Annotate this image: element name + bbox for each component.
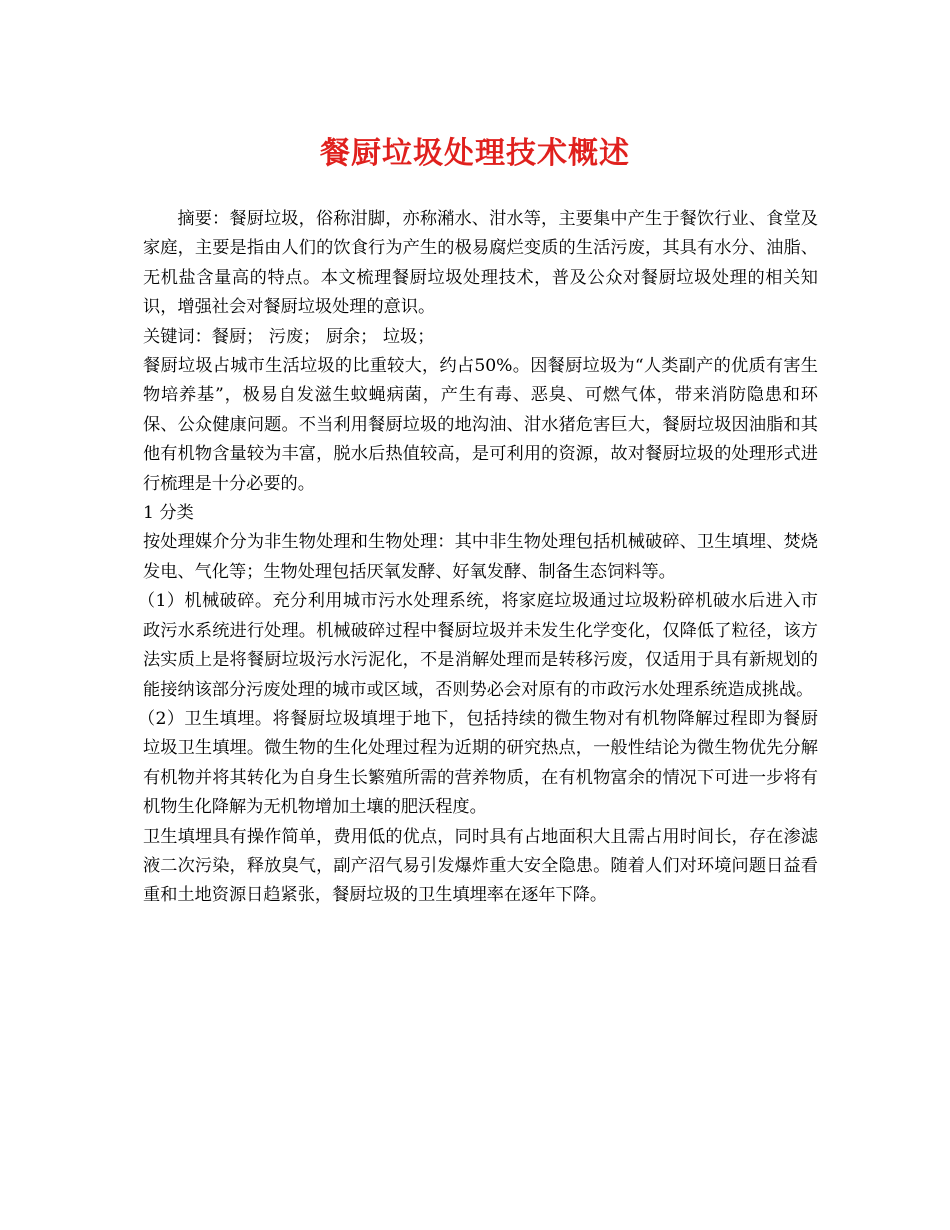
classification-paragraph: 按处理媒介分为非生物处理和生物处理：其中非生物处理包括机械破碎、卫生填埋、焚烧发电、气化等；生物处理包括厌氧发酵、好氧发酵、制备生态饲料等。 bbox=[143, 532, 818, 582]
document-title: 餐厨垃圾处理技术概述 bbox=[320, 136, 630, 171]
mechanical-crushing-paragraph: （1）机械破碎。充分利用城市污水处理系统，将家庭垃圾通过垃圾粉碎机破水后进入市政污水系统进行处理。机械破碎过程中餐厨垃圾并未发生化学变化，仅降低了粒径，该方法实质上是将餐厨垃圾污水污泥化，不是消解处理而是转移污废，仅适用于具有新规划的能接纳该部分污废处理的城市或区域，否则势必会对原有的市政污水处理系统造成挑战。 bbox=[137, 591, 818, 700]
sanitary-landfill-paragraph: （2）卫生填埋。将餐厨垃圾填埋于地下，包括持续的微生物对有机物降解过程即为餐厨垃圾卫生填埋。微生物的生化处理过程为近期的研究热点，一般性结论为微生物优先分解有机物并将其转化为自身生长繁殖所需的营养物质，在有机物富余的情况下可进一步将有机物生化降解为无机物增加土壤的肥沃程度。 bbox=[137, 708, 818, 818]
keywords-paragraph: 关键词：餐厨； 污废； 厨余； 垃圾； bbox=[143, 326, 435, 347]
section-heading: 1 分类 bbox=[143, 503, 194, 524]
intro-paragraph: 餐厨垃圾占城市生活垃圾的比重较大，约占50%。因餐厨垃圾为“人类副产的优质有害生物培养基”，极易自发滋生蚊蝇病菌，产生有毒、恶臭、可燃气体，带来消防隐患和环保、公众健康问题。不当利用餐厨垃圾的地沟油、泔水猪危害巨大，餐厨垃圾因油脂和其他有机物含量较为丰富，脱水后热值较高，是可利用的资源，故对餐厨垃圾的处理形式进行梳理是十分必要的。 bbox=[143, 356, 818, 494]
document-body bbox=[137, 205, 818, 911]
landfill-evaluation-paragraph: 卫生填埋具有操作简单，费用低的优点，同时具有占地面积大且需占用时间长，存在渗滤液二次污染，释放臭气，副产沼气易引发爆炸重大安全隐患。随着人们对环境问题日益看重和土地资源日趋紧张，餐厨垃圾的卫生填埋率在逐年下降。 bbox=[143, 826, 818, 906]
abstract-paragraph: 摘要：餐厨垃圾，俗称泔脚，亦称潲水、泔水等，主要集中产生于餐饮行业、食堂及家庭，主要是指由人们的饮食行为产生的极易腐烂变质的生活污废，其具有水分、油脂、无机盐含量高的特点。本文梳理餐厨垃圾处理技术，普及公众对餐厨垃圾处理的相关知识，增强社会对餐厨垃圾处理的意识。 bbox=[143, 209, 818, 318]
